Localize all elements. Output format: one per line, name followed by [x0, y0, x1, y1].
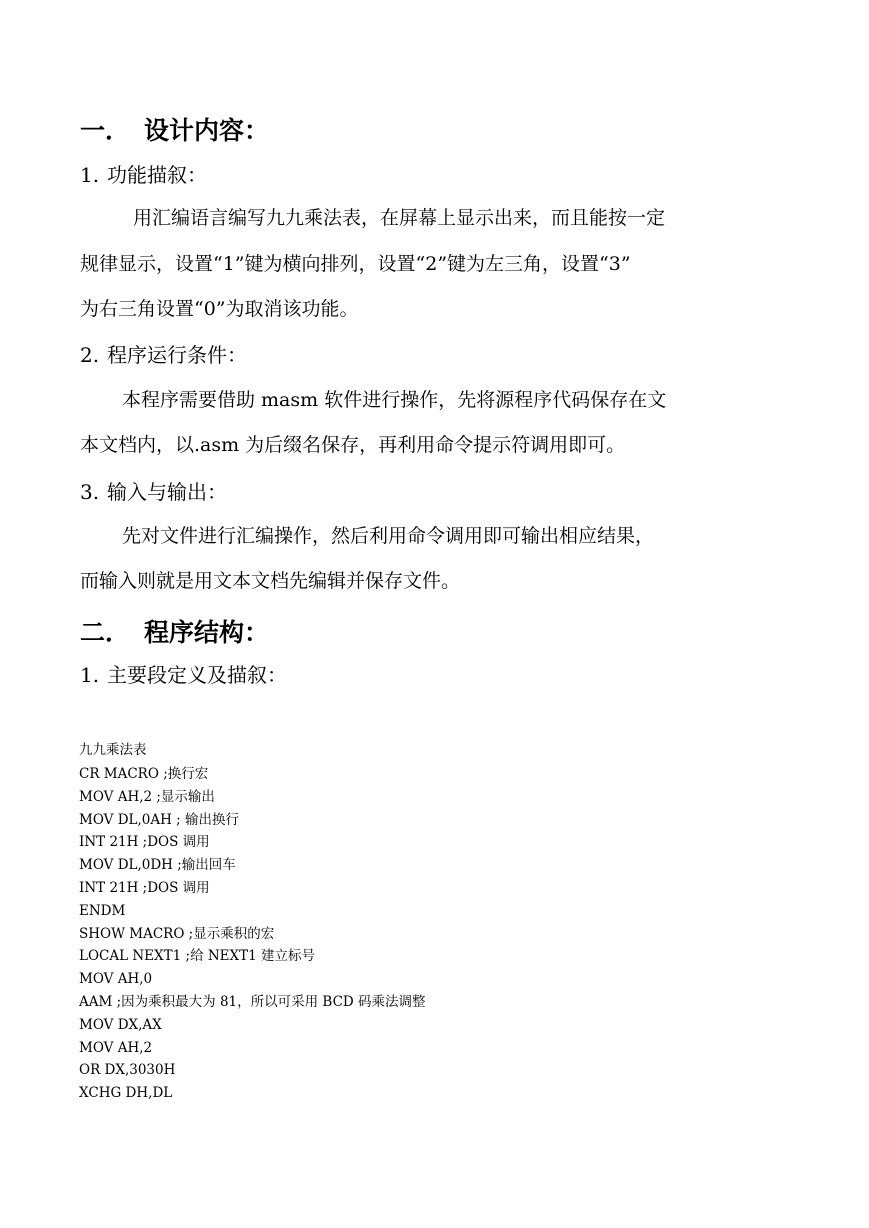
code-line: MOV DL,0DH ;输出回车 — [79, 857, 236, 873]
code-line: LOCAL NEXT1 ;给 NEXT1 建立标号 — [79, 948, 316, 964]
subheading-function-description — [80, 165, 207, 185]
subheading-title: 输入与输出： — [107, 480, 227, 504]
subheading-number: 2. — [80, 343, 100, 367]
subheading-number: 1. — [80, 163, 100, 187]
subheading-title: 功能描叙： — [107, 163, 207, 187]
paragraph-line: 先对文件进行汇编操作，然后利用命令调用即可输出相应结果， — [122, 525, 655, 547]
subheading-title: 主要段定义及描叙： — [107, 663, 287, 687]
code-line: ENDM — [79, 903, 126, 919]
section-title: 程序结构： — [144, 618, 270, 647]
section-number: 一． — [80, 116, 131, 145]
paragraph-line: 用汇编语言编写九九乘法表，在屏幕上显示出来，而且能按一定 — [133, 207, 666, 229]
code-line: MOV DX,AX — [79, 1017, 162, 1033]
paragraph-line: 而输入则就是用文本文档先编辑并保存文件。 — [80, 570, 461, 592]
code-line: XCHG DH,DL — [79, 1085, 173, 1101]
section-title: 设计内容： — [144, 116, 270, 145]
subheading-runtime-conditions — [80, 345, 247, 365]
paragraph-line: 本程序需要借助 masm 软件进行操作，先将源程序代码保存在文 — [122, 389, 667, 411]
paragraph-line: 规律显示，设置“1”键为横向排列，设置“2”键为左三角，设置“3” — [80, 253, 631, 275]
code-line: AAM ;因为乘积最大为 81，所以可采用 BCD 码乘法调整 — [79, 994, 426, 1010]
section-heading-design-content — [80, 118, 269, 143]
code-line: MOV AH,0 — [79, 971, 153, 987]
code-line: INT 21H ;DOS 调用 — [79, 834, 210, 850]
subheading-title: 程序运行条件： — [107, 343, 247, 367]
subheading-number: 3. — [80, 480, 100, 504]
code-line: MOV AH,2 — [79, 1040, 153, 1056]
section-number: 二． — [80, 618, 131, 647]
code-line: CR MACRO ;换行宏 — [79, 766, 209, 782]
code-line: OR DX,3030H — [79, 1062, 176, 1078]
subheading-input-output — [80, 482, 227, 502]
code-line: MOV AH,2 ;显示输出 — [79, 789, 215, 805]
paragraph-line: 本文档内，以.asm 为后缀名保存，再利用命令提示符调用即可。 — [80, 434, 626, 456]
section-heading-program-structure — [80, 620, 269, 645]
code-line: SHOW MACRO ;显示乘积的宏 — [79, 926, 275, 942]
subheading-segment-definitions — [80, 665, 287, 685]
paragraph-line: 为右三角设置“0”为取消该功能。 — [80, 298, 359, 320]
code-line: INT 21H ;DOS 调用 — [79, 880, 210, 896]
code-line: MOV DL,0AH ; 输出换行 — [79, 812, 240, 828]
code-line: 九九乘法表 — [79, 742, 147, 758]
subheading-number: 1. — [80, 663, 100, 687]
